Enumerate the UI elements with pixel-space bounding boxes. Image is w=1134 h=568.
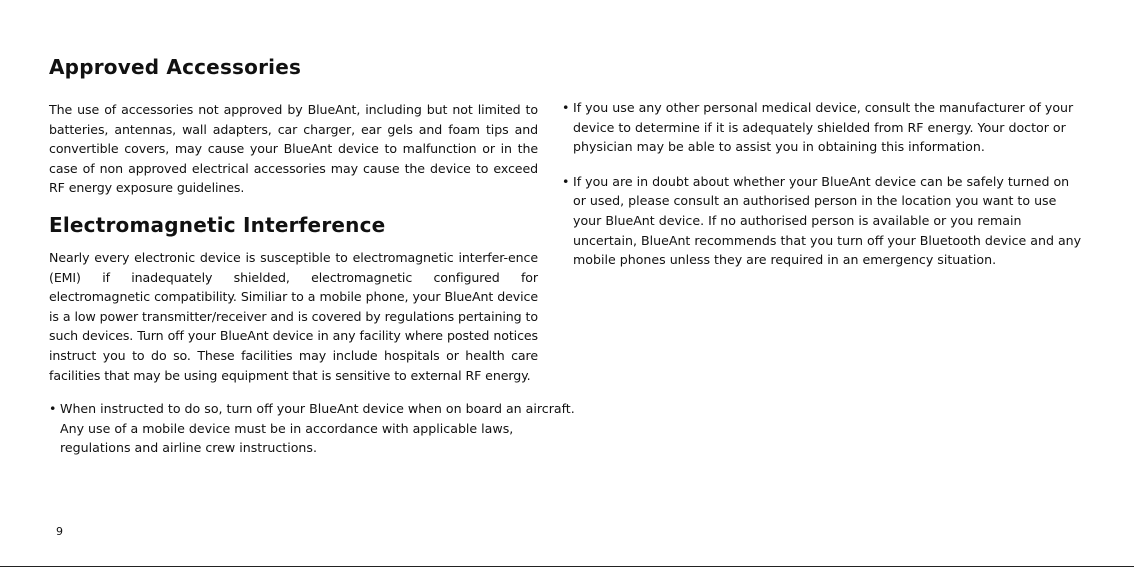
bullet-aircraft: [49, 399, 580, 458]
right-column: [562, 98, 1082, 270]
bullet-medical-device: [562, 98, 1082, 157]
bullet-medical-device-text: If you use any other personal medical device, consult the manufacturer of your device to determine if it is adequately shielded from RF energy. Your doctor or physician may be able to assist you in obtaining this information.: [573, 100, 1074, 155]
emi-heading: Electromagnetic Interference: [49, 212, 386, 237]
bullet-dot: •: [49, 401, 57, 417]
bullet-dot: •: [562, 173, 570, 189]
bullet-in-doubt-text: If you are in doubt about whether your BlueAnt device can be safely turned on or used, please consult an authorised person in the location you want to use your BlueAnt device. If no authorised person is available or you remain uncertain, BlueAnt recommends that you turn off your Bluetooth device and any mobile phones unless they are required in an emergency situation.: [573, 173, 1082, 268]
bottom-divider: [0, 566, 1134, 567]
bullet-in-doubt: [562, 172, 1082, 270]
bullet-aircraft-text: When instructed to do so, turn off your BlueAnt device when on board an aircraft. Any use of a mobile device must be in accordance with applicable laws, regulations and airline crew instructions.: [60, 401, 575, 456]
emi-paragraph: Nearly every electronic device is susceptible to electromagnetic interfer-ence (EMI) if inadequately shielded, electromagnetic configured for electromagnetic compatibility. Similiar to a mobile phone, your BlueAnt device is a low power transmitter/receiver and is covered by regulations pertaining to such devices. Turn off your BlueAnt device in any facility where posted notices instruct you to do so. These facilities may include hospitals or health care facilities that may be using equipment that is sensitive to external RF energy.: [49, 249, 538, 383]
left-column: [49, 54, 575, 458]
approved-accessories-paragraph: The use of accessories not approved by BlueAnt, including but not limited to batteries, antennas, wall adapters, car charger, ear gels and foam tips and convertible covers, may cause your BlueAnt device to malfunction or in the case of non approved electrical accessories may cause the device to exceed RF energy exposure guidelines.: [49, 102, 538, 196]
page-number: 9: [56, 525, 63, 538]
approved-accessories-heading: Approved Accessories: [49, 55, 302, 79]
bullet-dot: •: [562, 100, 570, 115]
